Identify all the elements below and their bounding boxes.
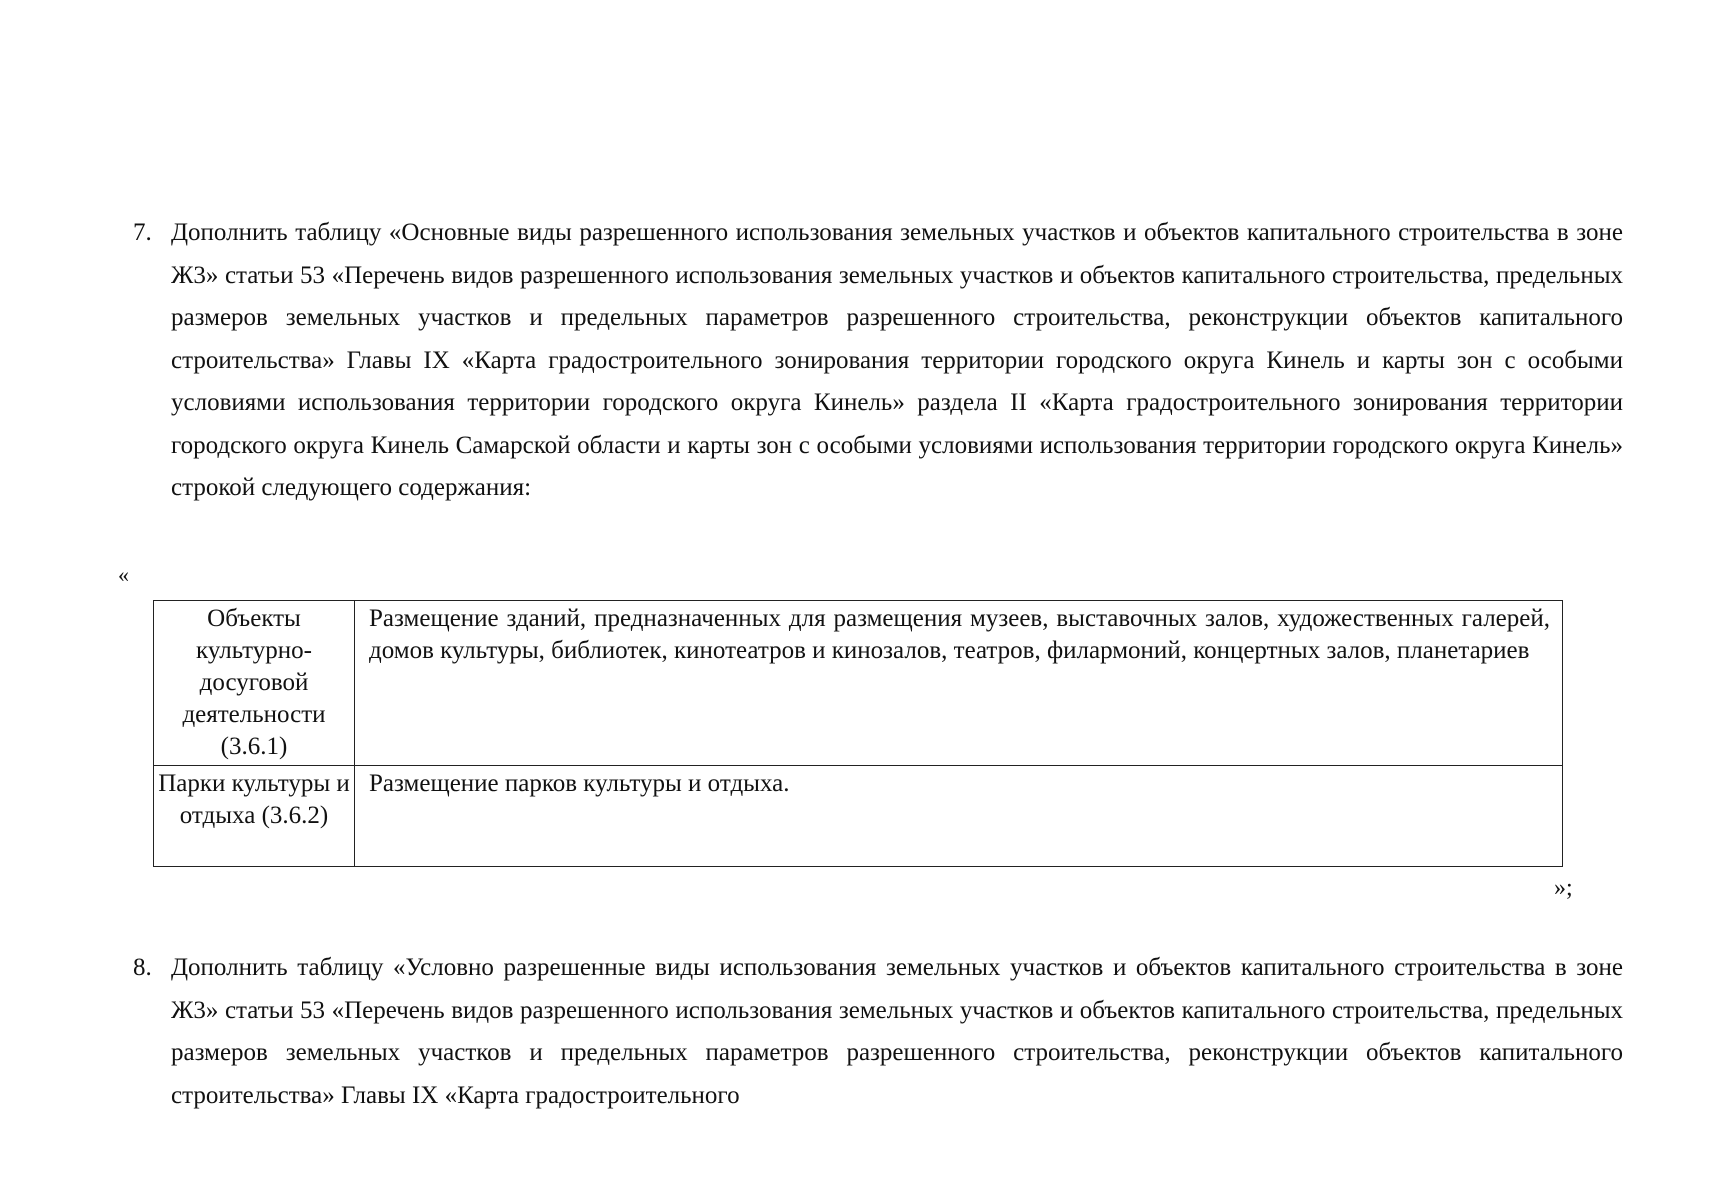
item-text: Дополнить таблицу «Основные виды разрешенного использования земельных участков и объектов капитального строительства в зоне Ж3» статьи 53 «Перечень видов разрешенного использования земельных участков и объектов капитального строительства, предельных размеров земельных участков и предельных параметров разрешенного строительства, реконструкции объектов капитального строительства» Главы IX «Карта градостроительного зонирования территории городского округа Кинель и карты зон с особыми условиями использования территории городского округа Кинель» раздела II «Карта градостроительного зонирования территории городского округа Кинель Самарской области и карты зон с особыми условиями использования территории городского округа Кинель» строкой следующего содержания: [171, 219, 1623, 501]
opening-quote-mark: « [118, 562, 129, 587]
table-cell-use-type: Объекты культурно-досуговой деятельности (3.6.1) [154, 601, 355, 766]
table-cell-description: Размещение парков культуры и отдыха. [355, 766, 1563, 867]
item-number: 7. [133, 219, 152, 246]
paragraph-item-7 [133, 212, 1623, 510]
table-cell-description: Размещение зданий, предназначенных для размещения музеев, выставочных залов, художественных галерей, домов культуры, библиотек, кинотеатров и кинозалов, театров, филармоний, концертных залов, планетариев [355, 601, 1563, 766]
paragraph-item-8 [133, 947, 1623, 1117]
table-row [154, 601, 1563, 766]
table-row [154, 766, 1563, 867]
table-cell-use-type: Парки культуры и отдыха (3.6.2) [154, 766, 355, 867]
item-text: Дополнить таблицу «Условно разрешенные виды использования земельных участков и объектов капитального строительства в зоне Ж3» статьи 53 «Перечень видов разрешенного использования земельных участков и объектов капитального строительства, предельных размеров земельных участков и предельных параметров разрешенного строительства, реконструкции объектов капитального строительства» Главы IX «Карта градостроительного [171, 954, 1623, 1109]
inserted-rows-table [153, 600, 1563, 867]
closing-quote-mark: »; [1554, 875, 1573, 901]
item-number: 8. [133, 954, 152, 981]
